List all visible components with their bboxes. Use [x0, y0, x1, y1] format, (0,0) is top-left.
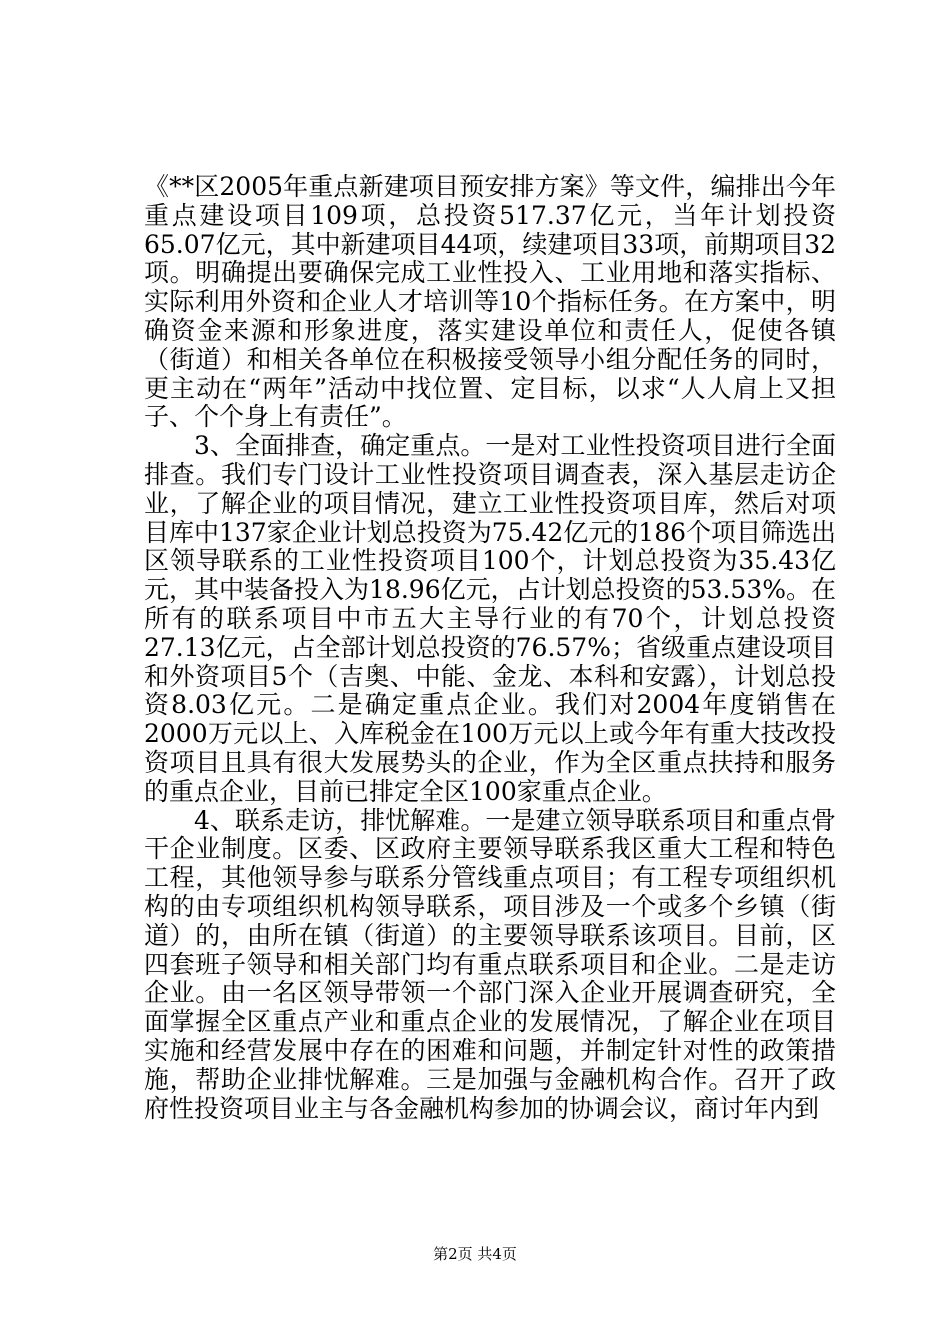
paragraph-section-4: 4、联系走访，排忧解难。一是建立领导联系项目和重点骨干企业制度。区委、区政府主要领导联系我区重大工程和特色工程，其他领导参与联系分管线重点项目；有工程专项组织机构的由专项组织机构领导联系，项目涉及一个或多个乡镇（街道）的，由所在镇（街道）的主要领导联系该项目。目前，区四套班子领导和相关部门均有重点联系项目和企业。二是走访企业。由一名区领导带领一个部门深入企业开展调查研究，全面掌握全区重点产业和重点企业的发展情况，了解企业在项目实施和经营发展中存在的困难和问题，并制定针对性的政策措施，帮助企业排忧解难。三是加强与金融机构合作。召开了政府性投资项目业主与各金融机构参加的协调会议，商讨年内到	[144, 805, 836, 1123]
document-body	[144, 173, 836, 1123]
paragraph-continuation: 《**区2005年重点新建项目预安排方案》等文件，编排出今年重点建设项目109项，总投资517.37亿元，当年计划投资65.07亿元，其中新建项目44项，续建项目33项，前期项目32项。明确提出要确保完成工业性投入、工业用地和落实指标、实际利用外资和企业人才培训等10个指标任务。在方案中，明确资金来源和形象进度，落实建设单位和责任人，促使各镇（街道）和相关各单位在积极接受领导小组分配任务的同时，更主动在“两年”活动中找位置、定目标，以求“人人肩上又担子、个个身上有责任”。	[144, 172, 837, 432]
paragraph-section-3: 3、全面排查，确定重点。一是对工业性投资项目进行全面排查。我们专门设计工业性投资项目调查表，深入基层走访企业，了解企业的项目情况，建立工业性投资项目库，然后对项目库中137家企业计划总投资为75.42亿元的186个项目筛选出区领导联系的工业性投资项目100个，计划总投资为35.43亿元，其中装备投入为18.96亿元，占计划总投资的53.53%。在所有的联系项目中市五大主导行业的有70个，计划总投资27.13亿元，占全部计划总投资的76.57%；省级重点建设项目和外资项目5个（吉奥、中能、金龙、本科和安露），计划总投资8.03亿元。二是确定重点企业。我们对2004年度销售在2000万元以上、入库税金在100万元以上或今年有重大技改投资项目且具有很大发展势头的企业，作为全区重点扶持和服务的重点企业，目前已排定全区100家重点企业。	[144, 431, 837, 806]
page-footer	[0, 1245, 950, 1263]
page-number-label: 第2页 共4页	[433, 1245, 517, 1263]
